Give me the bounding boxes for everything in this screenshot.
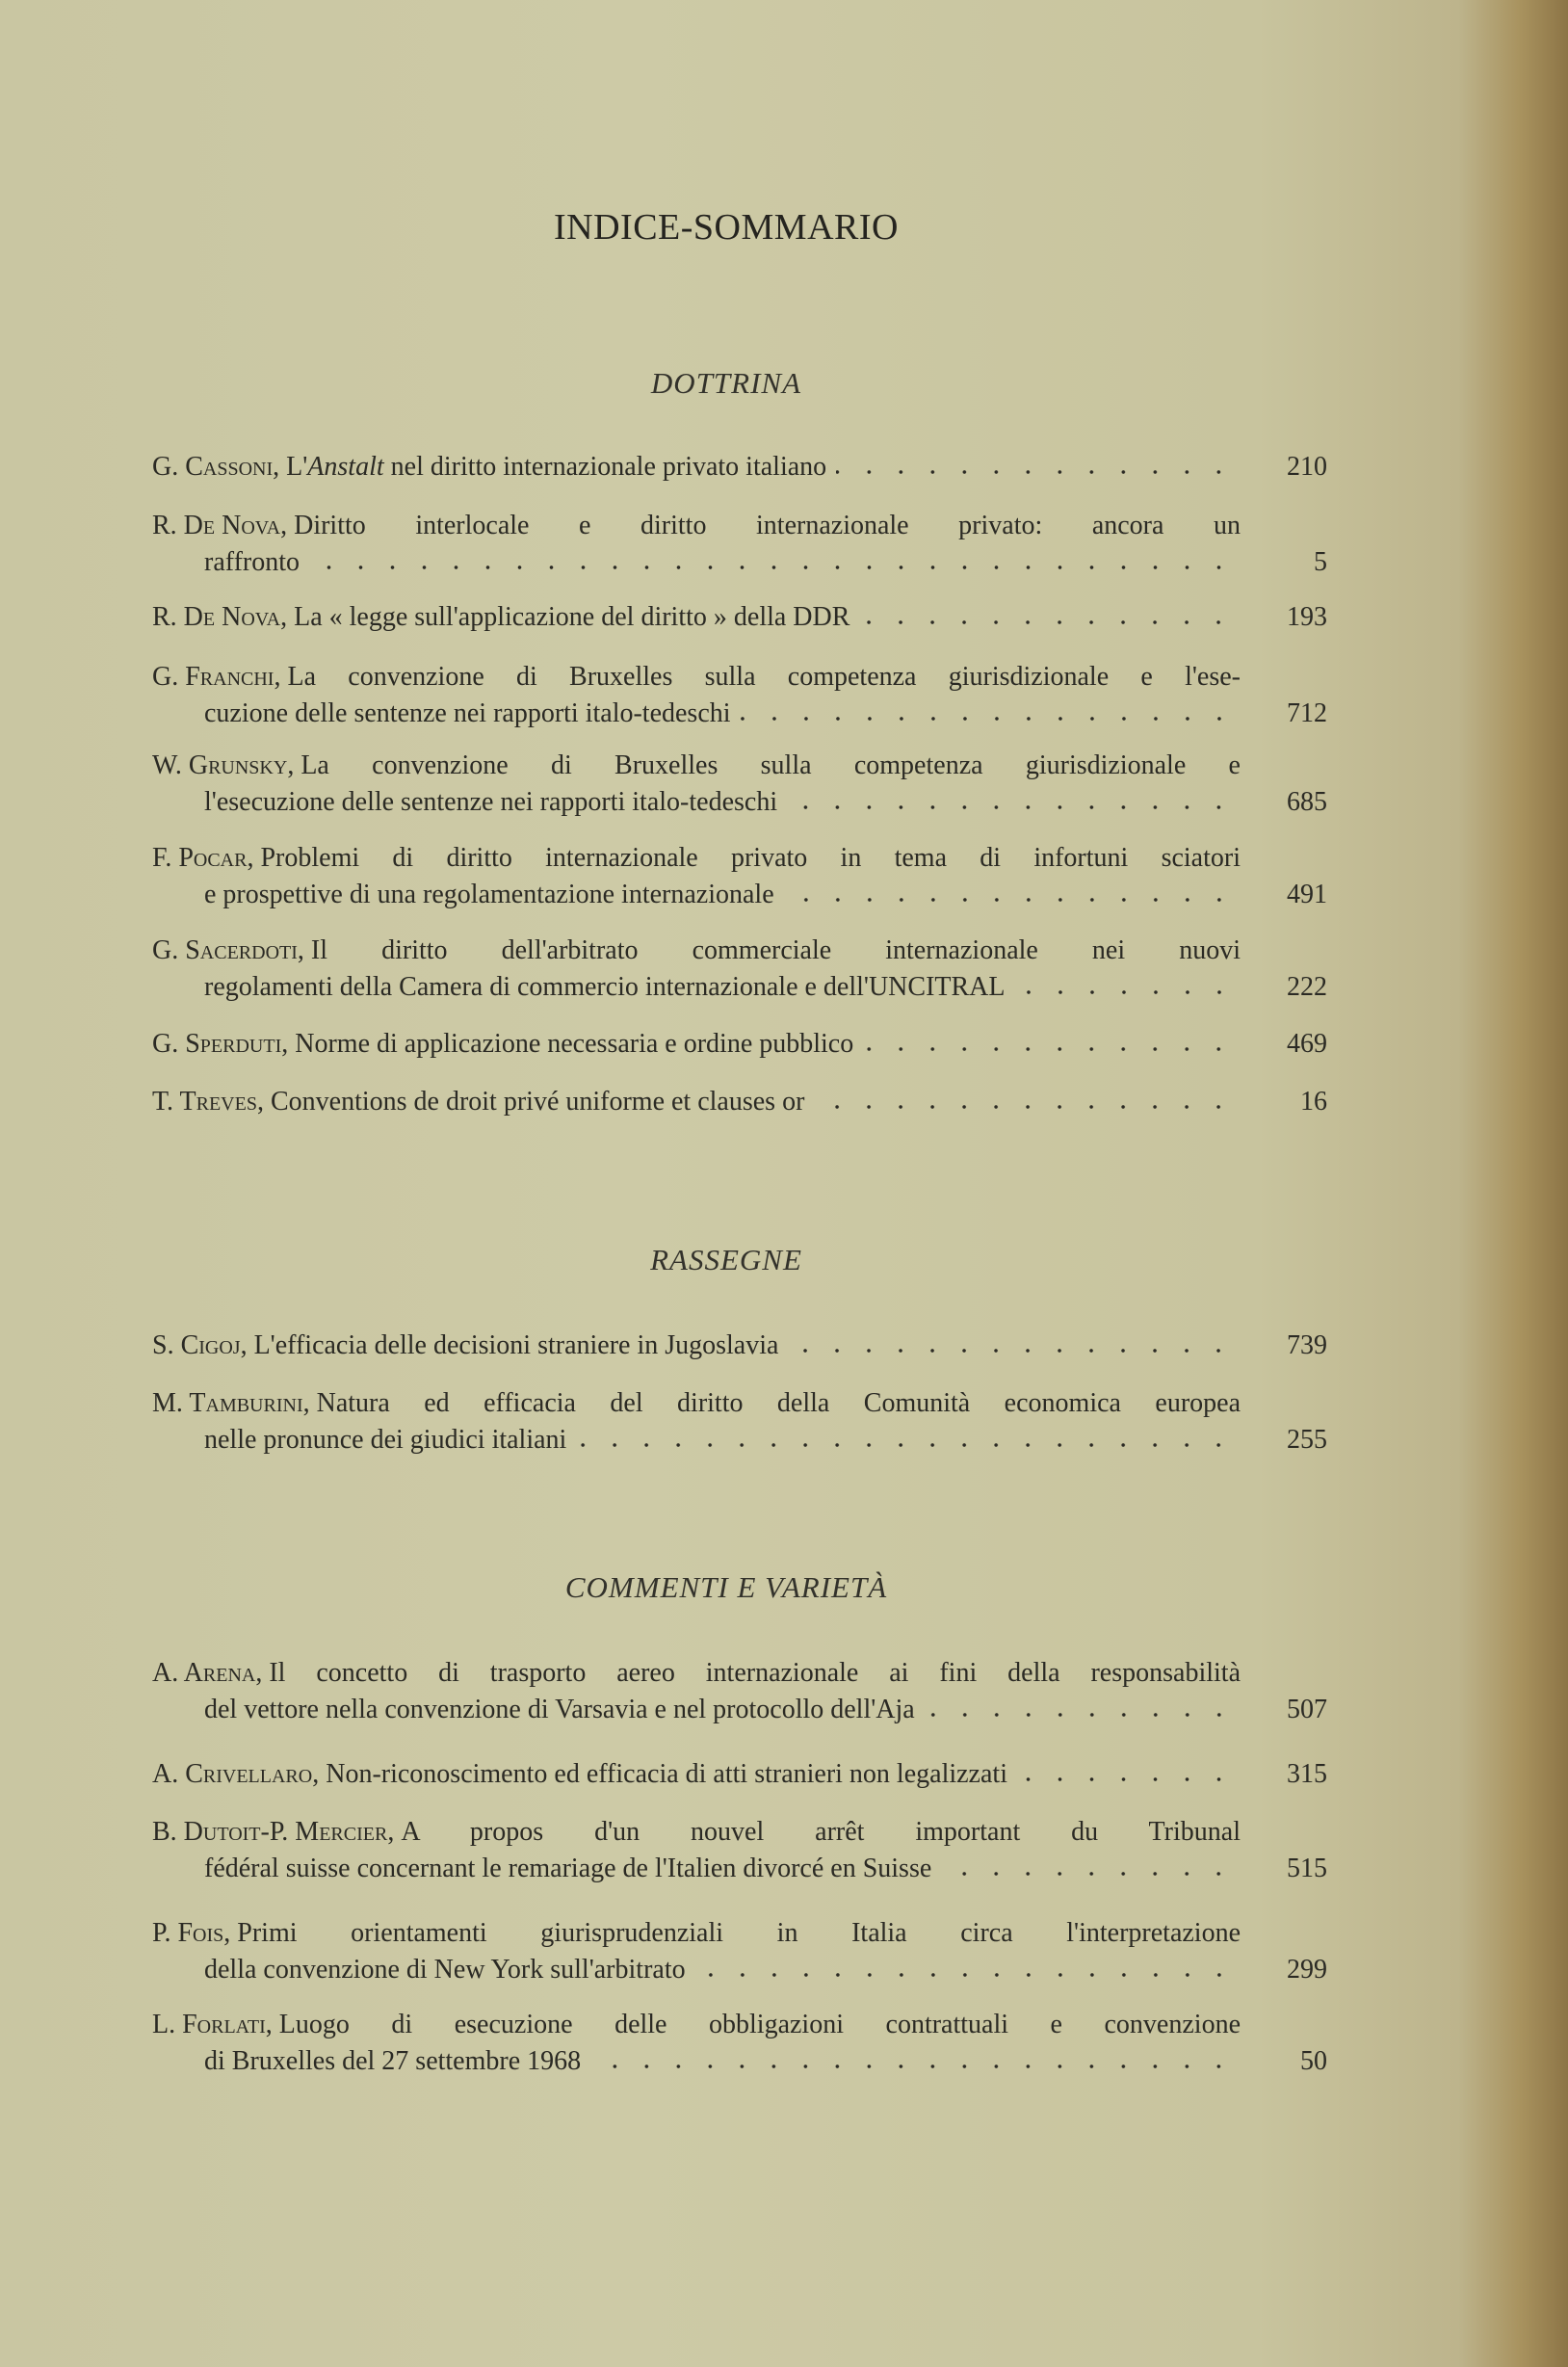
entry-author: A. Arena: [152, 1658, 256, 1688]
entry-title: della convenzione di New York sull'arbitrato: [204, 1955, 686, 1985]
entry-line: B. Dutoit-P. Mercier , A propos d'un nouvel arrêt important du Tribunal: [152, 1814, 1241, 1851]
page-number: 507: [1287, 1695, 1327, 1724]
entry-title-italic: Anstalt: [307, 452, 384, 482]
entry-author: T. Treves: [152, 1087, 257, 1117]
toc-entry: [152, 840, 1327, 913]
page-number: 222: [1287, 972, 1327, 1002]
entry-line: W. Grunsky , La convenzione di Bruxelles sulla competenza giurisdizionale e: [152, 748, 1241, 784]
section-heading: RASSEGNE: [650, 1243, 802, 1276]
page-number: 315: [1287, 1759, 1327, 1789]
page-number: 299: [1287, 1955, 1327, 1985]
entry-line: [152, 1422, 1241, 1459]
entry-title: nelle pronunce dei giudici italiani: [204, 1425, 567, 1455]
dot-leader: [814, 1104, 1235, 1110]
toc-entry: [152, 1915, 1327, 1988]
toc-entry: [152, 2007, 1327, 2080]
entry-line: [152, 544, 1241, 581]
entry-title: Diritto interlocale e diritto internazionale privato: ancora un: [294, 511, 1241, 540]
entry-line: [152, 2043, 1241, 2080]
entry-title: L'efficacia delle decisioni straniere in Jugoslavia: [253, 1330, 779, 1360]
toc-entry: [152, 748, 1327, 821]
entry-title: La convenzione di Bruxelles sulla competenza giurisdizionale e: [301, 750, 1241, 780]
entry-line: [152, 877, 1241, 913]
entry-title: raffronto: [204, 547, 300, 577]
entry-author: W. Grunsky: [152, 750, 288, 780]
entry-title: Il diritto dell'arbitrato commerciale internazionale nei nuovi: [310, 935, 1241, 965]
entry-title: di Bruxelles del 27 settembre 1968: [204, 2046, 582, 2076]
entry-title: regolamenti della Camera di commercio internazionale e dell'UNCITRAL: [204, 972, 1006, 1002]
entry-line: T. Treves , Conventions de droit privé uniforme et clauses or: [152, 1084, 1241, 1120]
dot-leader: [836, 469, 1235, 475]
dot-leader: [1017, 1776, 1235, 1782]
entry-line: M. Tamburini , Natura ed efficacia del diritto della Comunità economica europea: [152, 1385, 1241, 1422]
dot-leader: [859, 619, 1235, 625]
entry-line: G. Sacerdoti , Il diritto dell'arbitrato commerciale internazionale nei nuovi: [152, 933, 1241, 969]
entry-title: Problemi di diritto internazionale privato in tema di infortuni sciatori: [260, 843, 1241, 873]
entry-title: Luogo di esecuzione delle obbligazioni contrattuali e convenzione: [278, 2010, 1241, 2039]
entry-line: R. De Nova , Diritto interlocale e diritto internazionale privato: ancora un: [152, 508, 1241, 544]
entry-author: G. Cassoni: [152, 452, 274, 482]
entry-title: nel diritto internazionale privato italiano: [383, 452, 827, 482]
entry-title: La « legge sull'applicazione del diritto » della DDR: [294, 602, 850, 632]
toc-entry: [152, 1328, 1327, 1364]
toc-entry: [152, 1084, 1327, 1120]
dot-leader: [576, 1442, 1235, 1448]
entry-author: G. Sacerdoti: [152, 935, 298, 965]
entry-title: Non-riconoscimento ed efficacia di atti stranieri non legalizzati: [326, 1759, 1007, 1789]
dot-leader: [590, 2064, 1235, 2069]
toc-entry: [152, 508, 1327, 581]
entry-title: Il concetto di trasporto aereo internazionale ai fini della responsabilità: [269, 1658, 1241, 1688]
entry-title: Conventions de droit privé uniforme et clauses or: [270, 1087, 805, 1117]
toc-entry: [152, 933, 1327, 1006]
entry-author: A. Crivellaro: [152, 1759, 313, 1789]
dot-leader: [1015, 989, 1235, 995]
page-number: 712: [1287, 698, 1327, 728]
toc-entry: [152, 1814, 1327, 1887]
toc-entry: [152, 1655, 1327, 1728]
section-heading: DOTTRINA: [650, 366, 802, 400]
entry-author: R. De Nova: [152, 602, 281, 632]
entry-line: [152, 784, 1241, 821]
entry-line: P. Fois , Primi orientamenti giurisprudenziali in Italia circa l'interpretazione: [152, 1915, 1241, 1952]
entry-author: B. Dutoit-P. Mercier: [152, 1817, 388, 1847]
dot-leader: [788, 1348, 1235, 1354]
page-number: 515: [1287, 1854, 1327, 1883]
entry-title: Primi orientamenti giurisprudenziali in Italia circa l'interpretazione: [237, 1918, 1241, 1948]
toc-entry: [152, 1756, 1327, 1793]
entry-author: S. Cigoj: [152, 1330, 241, 1360]
dot-leader: [941, 1871, 1235, 1877]
entry-line: F. Pocar , Problemi di diritto internazionale privato in tema di infortuni sciatori: [152, 840, 1241, 877]
page-number: 50: [1300, 2046, 1327, 2076]
entry-line: [152, 696, 1241, 732]
entry-author: P. Fois: [152, 1918, 224, 1948]
dot-leader: [695, 1972, 1235, 1978]
entry-line: A. Arena , Il concetto di trasporto aereo internazionale ai fini della responsabilità: [152, 1655, 1241, 1692]
entry-title: fédéral suisse concernant le remariage de l'Italien divorcé en Suisse: [204, 1854, 932, 1883]
page-title: INDICE-SOMMARIO: [554, 207, 899, 248]
page-number: 685: [1287, 787, 1327, 817]
entry-author: F. Pocar: [152, 843, 248, 873]
page-number: 193: [1287, 602, 1327, 632]
page-number: 469: [1287, 1029, 1327, 1059]
entry-line: G. Cassoni , L' Anstalt nel diritto internazionale privato italiano: [152, 449, 1241, 486]
dot-leader: [741, 716, 1235, 722]
page-number: 739: [1287, 1330, 1327, 1360]
entry-title: e prospettive di una regolamentazione internazionale: [204, 880, 774, 909]
entry-line: A. Crivellaro , Non-riconoscimento ed efficacia di atti stranieri non legalizzati: [152, 1756, 1241, 1793]
entry-author: R. De Nova: [152, 511, 281, 540]
page-number: 5: [1314, 547, 1327, 577]
page-number: 210: [1287, 452, 1327, 482]
entry-author: G. Sperduti: [152, 1029, 282, 1059]
entry-title: cuzione delle sentenze nei rapporti italo-tedeschi: [204, 698, 731, 728]
toc-entry: [152, 599, 1327, 636]
entry-title: del vettore nella convenzione di Varsavia e nel protocollo dell'Aja: [204, 1695, 915, 1724]
entry-author: G. Franchi: [152, 662, 274, 692]
entry-title: Natura ed efficacia del diritto della Comunità economica europea: [316, 1388, 1241, 1418]
toc-entry: [152, 1385, 1327, 1459]
entry-line: [152, 1952, 1241, 1988]
entry-line: L. Forlati , Luogo di esecuzione delle obbligazioni contrattuali e convenzione: [152, 2007, 1241, 2043]
dot-leader: [787, 804, 1235, 810]
dot-leader: [309, 565, 1235, 570]
toc-entry: [152, 659, 1327, 732]
section-heading: COMMENTI E VARIETÀ: [564, 1570, 888, 1604]
entry-title: Norme di applicazione necessaria e ordine pubblico: [295, 1029, 854, 1059]
entry-line: G. Sperduti , Norme di applicazione necessaria e ordine pubblico: [152, 1026, 1241, 1063]
entry-title: L': [286, 452, 308, 482]
entry-title: La convenzione di Bruxelles sulla competenza giurisdizionale e l'ese-: [287, 662, 1241, 692]
entry-line: S. Cigoj , L'efficacia delle decisioni straniere in Jugoslavia: [152, 1328, 1241, 1364]
page-number: 491: [1287, 880, 1327, 909]
entry-title: l'esecuzione delle sentenze nei rapporti italo-tedeschi: [204, 787, 778, 817]
dot-leader: [925, 1712, 1235, 1718]
entry-line: [152, 969, 1241, 1006]
entry-line: [152, 1851, 1241, 1887]
entry-line: G. Franchi , La convenzione di Bruxelles sulla competenza giurisdizionale e l'ese-: [152, 659, 1241, 696]
entry-line: R. De Nova , La « legge sull'applicazione del diritto » della DDR: [152, 599, 1241, 636]
toc-entry: [152, 449, 1327, 486]
page-number: 16: [1300, 1087, 1327, 1117]
page-number: 255: [1287, 1425, 1327, 1455]
dot-leader: [863, 1046, 1235, 1052]
entry-line: [152, 1692, 1241, 1728]
toc-entry: [152, 1026, 1327, 1063]
entry-author: M. Tamburini: [152, 1388, 303, 1418]
entry-author: L. Forlati: [152, 2010, 266, 2039]
dot-leader: [784, 897, 1235, 903]
entry-title: A propos d'un nouvel arrêt important du Tribunal: [401, 1817, 1241, 1847]
